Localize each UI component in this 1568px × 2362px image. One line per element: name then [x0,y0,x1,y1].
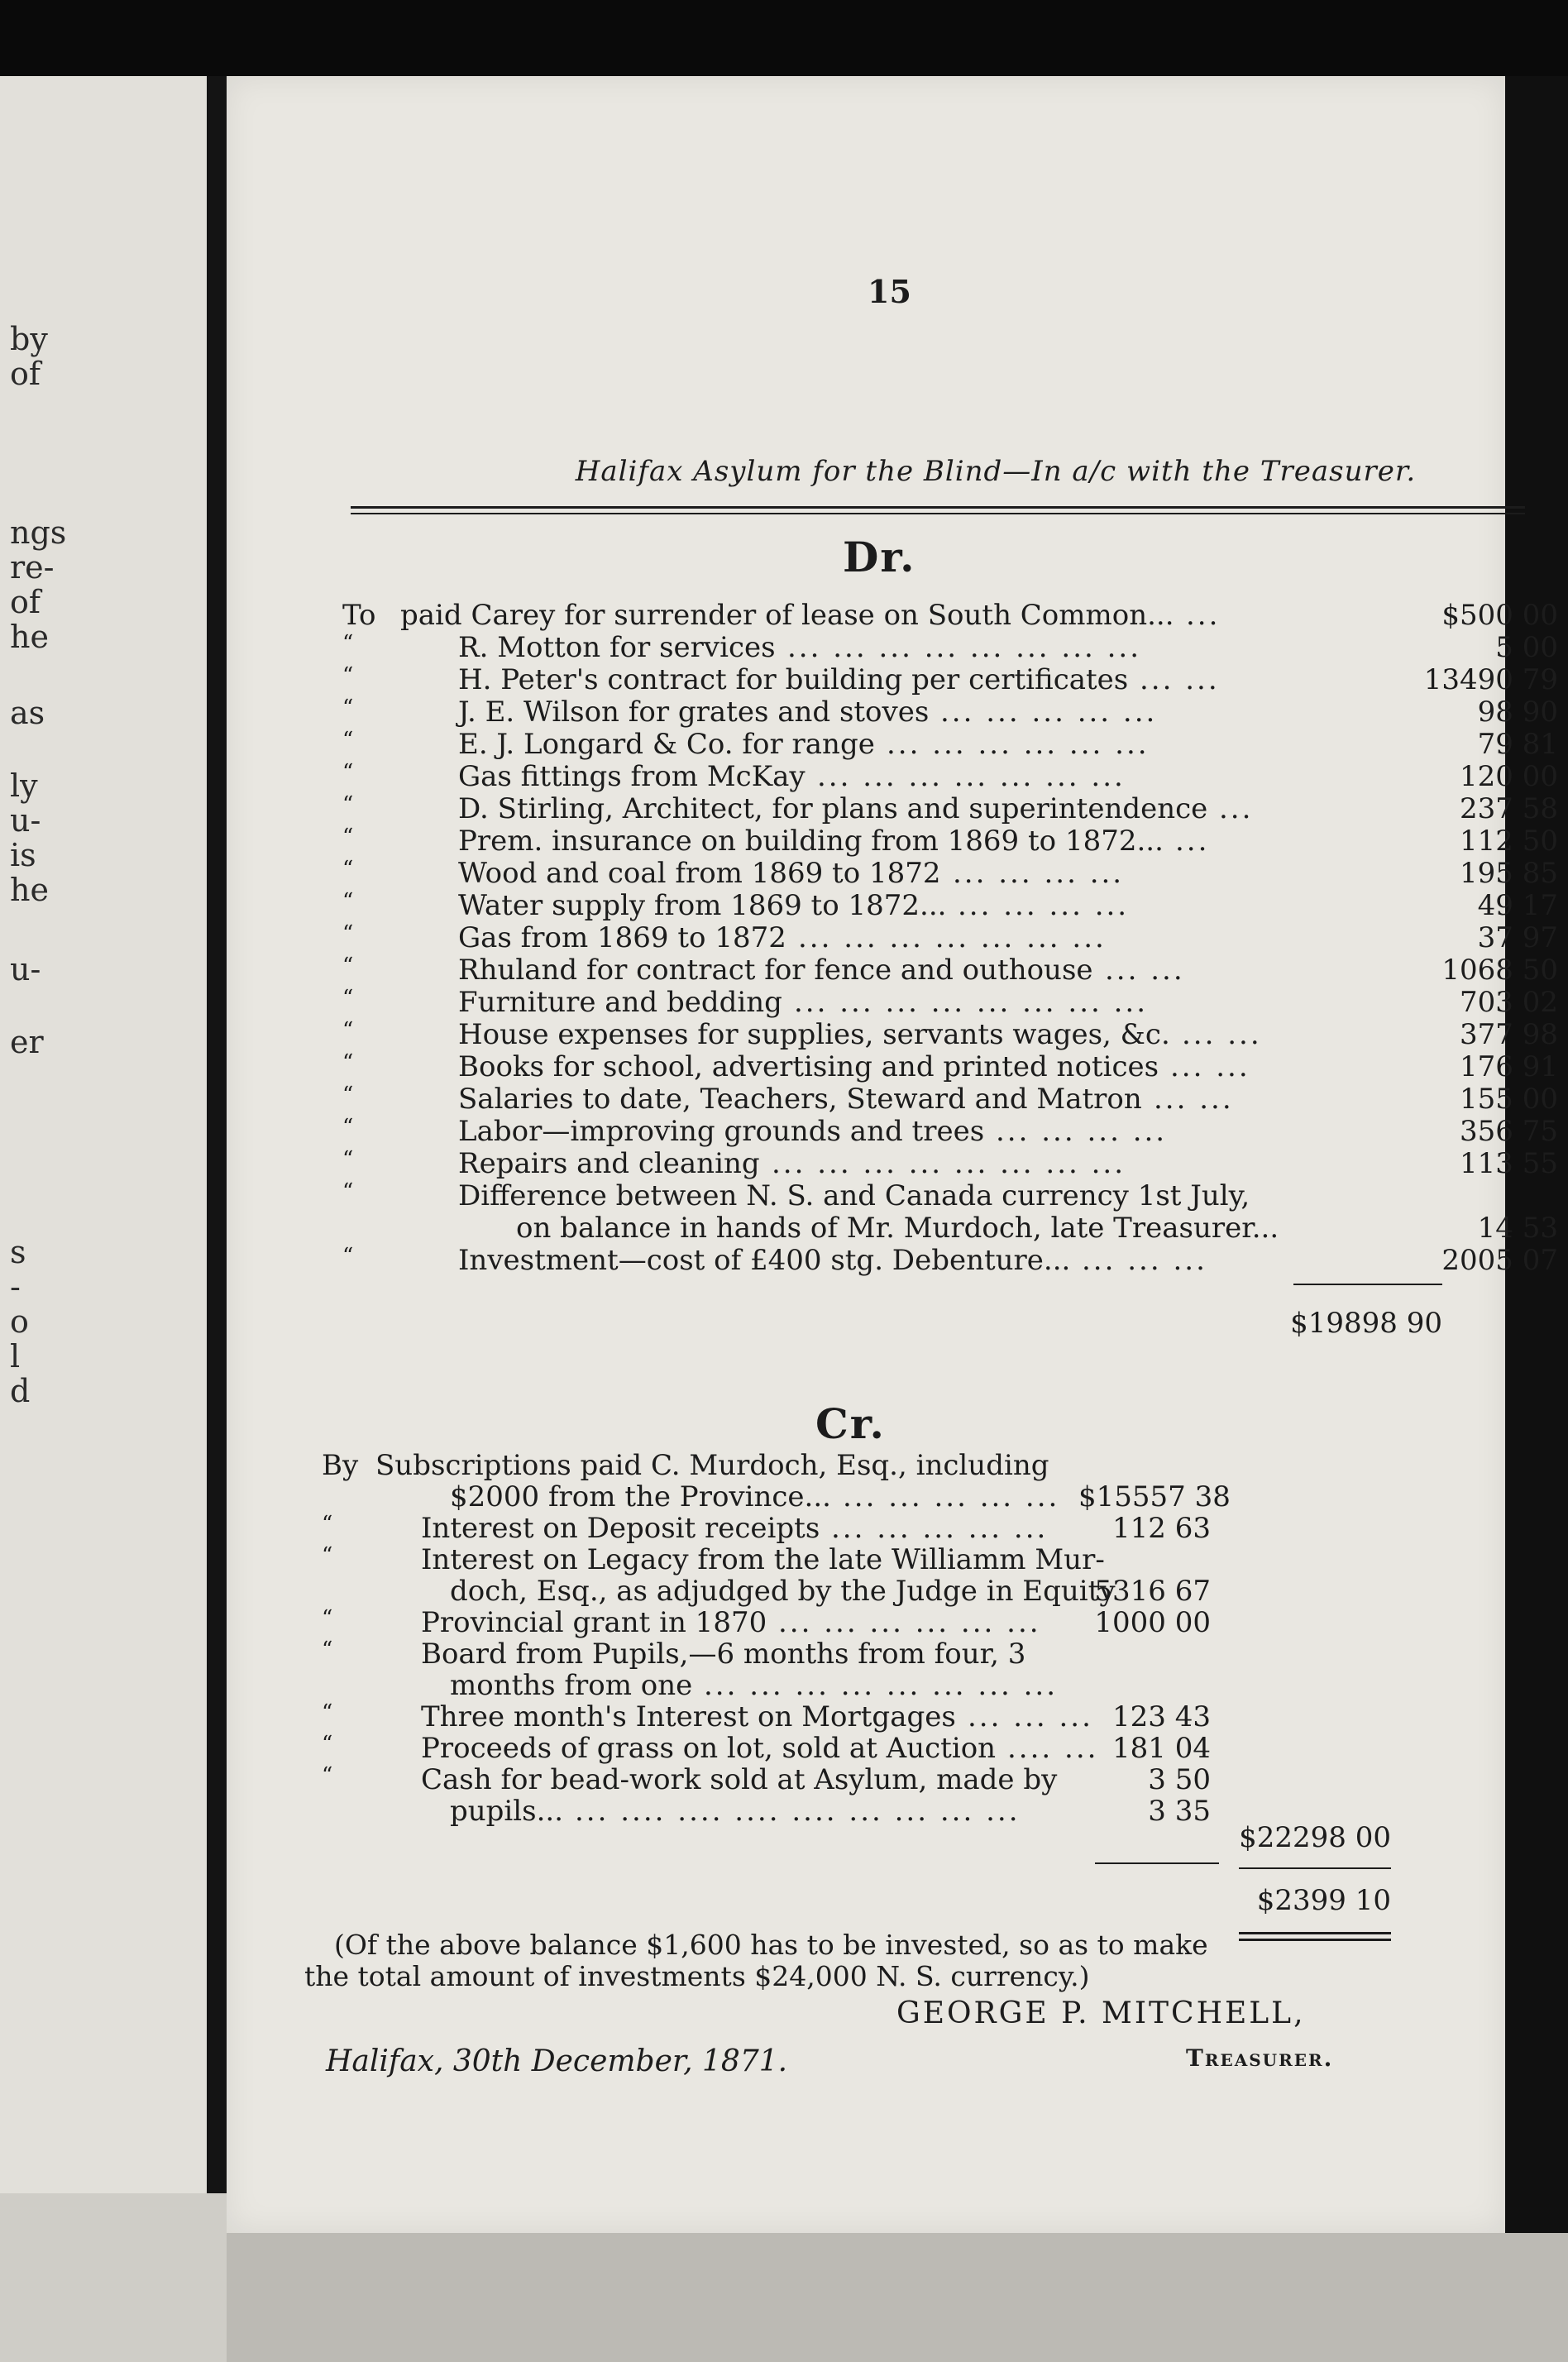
row-description: Gas from 1869 to 1872 [458,921,786,954]
row-amount: 13490 79 [1423,663,1558,696]
debit-total: $19898 90 [1290,1307,1442,1340]
title-rule-top [351,506,1525,509]
scan-bottom-shadow [227,2233,1568,2362]
dateline: Halifax, 30th December, 1871. [326,2044,788,2078]
left-page-fragment: u- [10,951,41,987]
row-description: Labor—improving grounds and trees [458,1115,985,1148]
row-description: House expenses for supplies, servants wages, &c. [458,1018,1170,1051]
left-page-fragment: as [10,695,45,731]
debit-row [342,760,1558,793]
row-leader-dots: ... ... ... ... ... [843,1480,1060,1513]
debit-row [342,889,1558,922]
credit-row [322,1480,1397,1513]
row-amount: 98 90 [1477,696,1558,729]
row-leader-dots: ... ... ... ... [958,889,1130,922]
row-amount: 181 04 [1112,1732,1211,1765]
scan-top-band [0,0,1568,76]
row-leader-dots: ... ... [1170,1050,1250,1083]
row-amount: 356 75 [1460,1115,1558,1148]
left-page-fragment: of [10,356,41,392]
debit-sum-rule [1293,1284,1442,1285]
left-page-fragment: ly [10,767,38,804]
row-description: Repairs and cleaning [458,1147,760,1180]
row-leader-dots: ... ... ... ... ... ... [778,1606,1041,1639]
debit-row [342,1147,1558,1180]
left-page-fragment: re- [10,549,55,586]
row-leader-dots: ... ... [1154,1083,1234,1116]
credit-row [322,1449,1397,1482]
row-description: Interest on Legacy from the late Williamm Mur- [421,1543,1105,1576]
row-amount: 1068 50 [1441,954,1558,987]
row-prefix: “ [322,1732,333,1757]
balance-amount: $2399 10 [1256,1884,1391,1917]
debit-row [342,696,1558,729]
left-page-fragment: o [10,1303,29,1340]
row-description: Cash for bead-work sold at Asylum, made by [421,1763,1058,1796]
left-page-fragment: he [10,872,49,908]
debit-row [342,1212,1558,1245]
row-leader-dots: ... ... ... ... ... ... ... ... [704,1669,1059,1702]
row-amount: 3 35 [1148,1795,1211,1828]
row-leader-dots: ... .... .... .... .... ... ... ... ... [575,1795,1021,1828]
row-description: Water supply from 1869 to 1872... [458,889,947,922]
row-leader-dots: ... ... ... [1082,1244,1207,1277]
row-prefix: “ [342,760,354,785]
row-amount: 5316 67 [1094,1575,1211,1608]
row-leader-dots: ... [1219,792,1254,825]
row-prefix: “ [342,792,354,817]
credit-sum-rule-right [1239,1867,1391,1869]
row-description: Rhuland for contract for fence and outhouse [458,954,1093,987]
row-prefix: “ [322,1700,333,1725]
row-description: R. Motton for services [458,631,776,664]
title-rule-bottom [351,513,1525,514]
row-leader-dots: ... ... ... ... [996,1115,1168,1148]
row-description: $2000 from the Province... [450,1480,831,1513]
balance-double-rule-top [1239,1932,1391,1934]
row-leader-dots: ... ... ... ... ... ... ... [817,760,1126,793]
row-leader-dots: ... ... ... ... ... ... ... [798,921,1107,954]
row-description: Salaries to date, Teachers, Steward and Matron [458,1083,1142,1116]
page-number: 15 [868,273,911,310]
debit-row [342,825,1558,858]
row-description: Investment—cost of £400 stg. Debenture... [458,1244,1071,1277]
row-prefix: “ [322,1638,333,1662]
signer-name: GEORGE P. MITCHELL, [896,1996,1306,2030]
row-prefix: “ [342,1147,354,1172]
row-prefix: “ [342,1115,354,1140]
credit-row [322,1638,1397,1671]
row-leader-dots: ... ... ... ... ... ... ... ... [772,1147,1126,1180]
debit-row [342,857,1558,890]
row-leader-dots: .... ... [1007,1732,1099,1765]
row-prefix: “ [342,1050,354,1075]
row-leader-dots: ... ... [1105,954,1185,987]
row-leader-dots: ... ... [1140,663,1220,696]
account-title: Halifax Asylum for the Blind—In a/c with the Treasurer. [575,455,1417,488]
row-description: doch, Esq., as adjudged by the Judge in Equity [450,1575,1116,1608]
row-description: Board from Pupils,—6 months from four, 3 [421,1638,1026,1671]
row-description: Books for school, advertising and printed notices [458,1050,1159,1083]
row-description: Interest on Deposit receipts [421,1512,820,1545]
left-page-fragment: he [10,619,49,655]
left-page-fragment: er [10,1024,44,1060]
row-prefix: “ [322,1543,333,1568]
credit-row [322,1763,1397,1796]
row-leader-dots: ... ... ... ... ... [940,696,1158,729]
row-amount: 5 00 [1495,631,1558,664]
credit-sum-rule-left [1095,1862,1219,1864]
row-amount: 79 81 [1477,728,1558,761]
note-line-2: the total amount of investments $24,000 N. S. currency.) [304,1960,1090,1992]
credit-row [322,1575,1397,1608]
row-prefix: “ [322,1763,333,1788]
row-prefix: “ [342,889,354,914]
balance-double-rule-bottom [1239,1939,1391,1941]
debit-row [342,1050,1558,1083]
row-description: D. Stirling, Architect, for plans and superintendence [458,792,1208,825]
credit-total: $22298 00 [1239,1821,1391,1854]
debit-row [342,1018,1558,1051]
row-prefix: “ [342,696,354,720]
row-description: J. E. Wilson for grates and stoves [458,696,930,729]
row-prefix: “ [342,954,354,978]
row-amount: 176 91 [1460,1050,1558,1083]
credit-row [322,1700,1397,1733]
left-page-fragment: d [10,1373,31,1409]
credit-row [322,1669,1397,1702]
row-description: Subscriptions paid C. Murdoch, Esq., including [375,1449,1049,1482]
credit-heading: Cr. [815,1399,886,1448]
document-page [227,76,1558,2233]
row-amount: 155 00 [1460,1083,1558,1116]
row-prefix: “ [342,857,354,882]
row-leader-dots: ... [1186,599,1221,632]
row-prefix: “ [342,1179,354,1204]
row-description: H. Peter's contract for building per certificates [458,663,1129,696]
left-page-fragment: by [10,321,48,357]
row-leader-dots: ... [1175,825,1210,858]
row-leader-dots: ... ... ... ... [953,857,1125,890]
debit-row [342,599,1558,632]
row-leader-dots: ... ... ... ... ... ... [887,728,1150,761]
debit-row [342,1244,1558,1277]
row-amount: 112 63 [1112,1512,1211,1545]
debit-row [342,986,1558,1019]
debit-row [342,1115,1558,1148]
row-leader-dots: ... ... [1182,1018,1262,1051]
row-description: E. J. Longard & Co. for range [458,728,875,761]
row-description: on balance in hands of Mr. Murdoch, late Treasurer... [516,1212,1279,1245]
row-amount: $15557 38 [1078,1480,1231,1513]
row-description: Provincial grant in 1870 [421,1606,767,1639]
row-prefix: By [322,1449,359,1482]
scan-bottom-edge [0,2193,227,2362]
row-description: months from one [450,1669,693,1702]
adjacent-page-edge [0,76,207,2193]
row-amount: 195 85 [1460,857,1558,890]
row-amount: 120 00 [1460,760,1558,793]
debit-row [342,631,1558,664]
row-prefix: “ [342,728,354,753]
row-amount: 2005 07 [1441,1244,1558,1277]
left-page-fragment: ngs [10,514,67,551]
row-prefix: “ [322,1512,333,1537]
row-leader-dots: ... ... ... [968,1700,1093,1733]
row-amount: 112 50 [1460,825,1558,858]
row-amount: 113 55 [1460,1147,1558,1180]
row-description: Prem. insurance on building from 1869 to 1872... [458,825,1164,858]
row-prefix: “ [342,663,354,688]
debit-row [342,1083,1558,1116]
row-description: pupils... [450,1795,564,1828]
row-amount: $500 00 [1441,599,1558,632]
left-page-fragment: s [10,1234,26,1270]
debit-row [342,728,1558,761]
debit-row [342,1179,1525,1212]
row-prefix: “ [342,1083,354,1107]
row-description: Proceeds of grass on lot, sold at Auction [421,1732,997,1765]
row-prefix: “ [342,986,354,1011]
row-prefix: “ [322,1606,333,1631]
credit-row [322,1512,1397,1545]
row-prefix: “ [342,631,354,656]
row-amount: 3 50 [1148,1763,1211,1796]
row-description: Difference between N. S. and Canada currency 1st July, [458,1179,1250,1212]
row-amount: 49 17 [1477,889,1558,922]
signer-title: Treasurer. [1186,2044,1334,2072]
credit-row [322,1606,1397,1639]
row-leader-dots: ... ... ... ... ... ... ... ... [787,631,1142,664]
row-amount: 123 43 [1112,1700,1211,1733]
credit-row [322,1732,1397,1765]
row-prefix: “ [342,825,354,849]
row-description: Furniture and bedding [458,986,782,1019]
row-description: Wood and coal from 1869 to 1872 [458,857,941,890]
row-amount: 237 58 [1460,792,1558,825]
left-page-fragment: - [10,1269,21,1305]
left-page-fragment: of [10,584,41,620]
row-amount: 1000 00 [1094,1606,1211,1639]
row-amount: 14 53 [1477,1212,1558,1245]
left-page-fragment: l [10,1338,21,1375]
row-amount: 703 02 [1460,986,1558,1019]
row-description: Three month's Interest on Mortgages [421,1700,956,1733]
debit-heading: Dr. [843,533,916,581]
row-prefix: “ [342,1018,354,1043]
row-amount: 377 98 [1460,1018,1558,1051]
row-prefix: To [342,599,376,632]
note-line-1: (Of the above balance $1,600 has to be invested, so as to make [334,1929,1208,1961]
credit-row [322,1543,1397,1576]
debit-row [342,921,1558,954]
left-page-fragment: u- [10,802,41,839]
row-description: Gas fittings from McKay [458,760,806,793]
row-leader-dots: ... ... ... ... ... ... ... ... [794,986,1149,1019]
row-prefix: “ [342,921,354,946]
row-leader-dots: ... ... ... ... ... [831,1512,1049,1545]
row-amount: 37 97 [1477,921,1558,954]
debit-row [342,954,1558,987]
book-gutter [207,76,227,2276]
debit-row [342,792,1558,825]
debit-row [342,663,1558,696]
row-prefix: “ [342,1244,354,1269]
row-description: paid Carey for surrender of lease on South Common... [400,599,1174,632]
left-page-fragment: is [10,837,36,873]
